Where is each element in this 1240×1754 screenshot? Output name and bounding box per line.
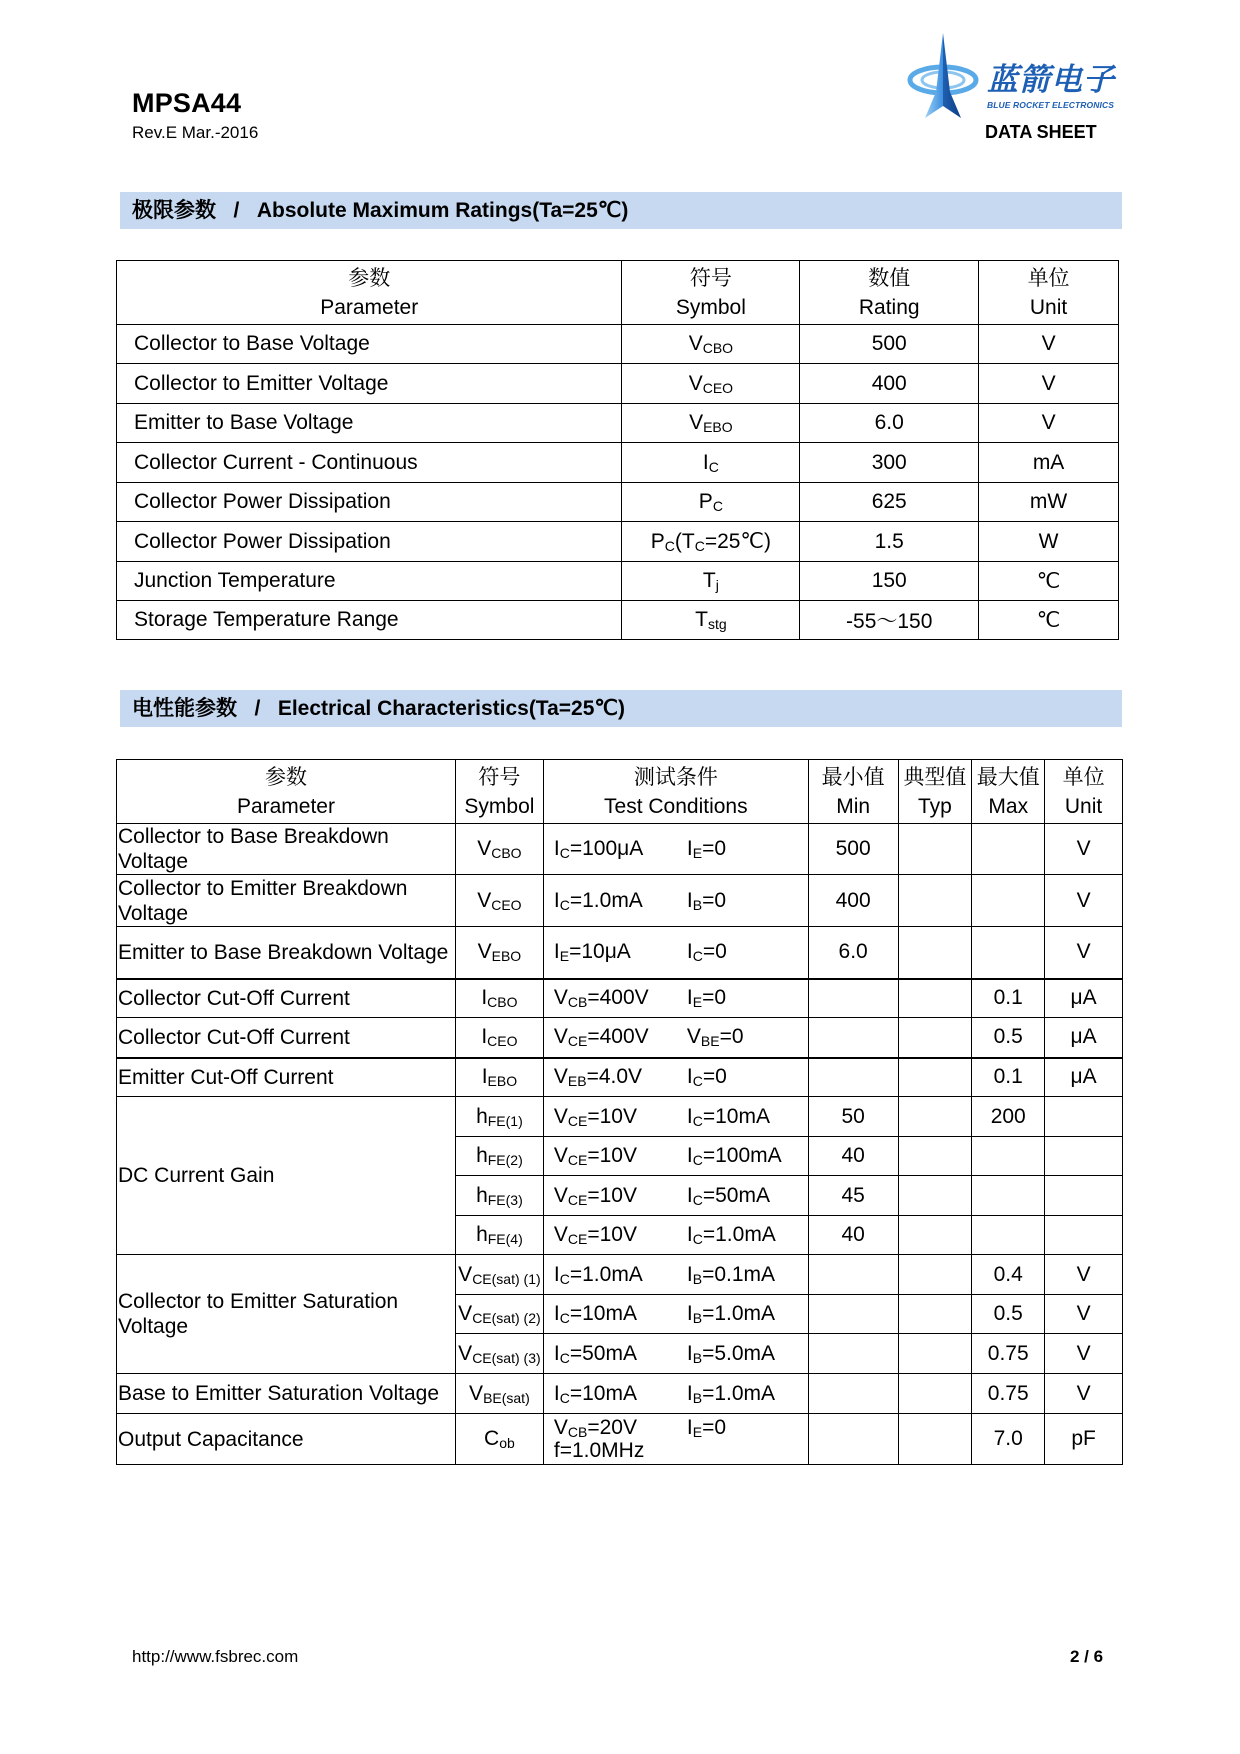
- parameter-cell: Emitter to Base Voltage: [117, 404, 622, 443]
- rating-cell: 300: [800, 443, 979, 483]
- rating-cell: 400: [800, 364, 979, 404]
- condition-cell: $V_{CE}=10V$ $I_C=50mA$: [543, 1176, 808, 1216]
- typ-cell: [898, 1295, 972, 1334]
- table-row: [117, 1374, 1123, 1414]
- parameter-cell: Collector Cut-Off Current: [117, 979, 456, 1018]
- max-cell: 0.1: [972, 979, 1045, 1018]
- typ-cell: [898, 1334, 972, 1374]
- table-header-row: [117, 261, 1119, 325]
- condition-cell: $I_E=10\mu A$ $I_C=0$: [543, 927, 808, 979]
- parameter-cell: Emitter Cut-Off Current: [117, 1058, 456, 1097]
- symbol-cell: $V_{CBO}$: [455, 824, 543, 875]
- parameter-cell: Collector Power Dissipation: [117, 483, 622, 522]
- section-title-absolute-max: 极限参数 / Absolute Maximum Ratings(Ta=25℃): [120, 192, 1122, 229]
- table-row: [117, 927, 1123, 979]
- max-cell: [972, 927, 1045, 979]
- doc-type-label: DATA SHEET: [985, 122, 1097, 142]
- min-cell: 500: [808, 824, 898, 875]
- table-row: [117, 364, 1119, 404]
- rating-cell: 6.0: [800, 404, 979, 443]
- symbol-cell: $h_{FE(1)}$: [455, 1097, 543, 1137]
- header-unit: 单位 Unit: [979, 261, 1119, 325]
- page-number: 2 / 6: [1070, 1647, 1104, 1666]
- condition-cell: $I_C=10mA$ $I_B=1.0mA$: [543, 1374, 808, 1414]
- header-parameter: 参数 Parameter: [117, 261, 622, 325]
- min-cell: [808, 1058, 898, 1097]
- footer-website-link[interactable]: http://www.fsbrec.com: [132, 1647, 299, 1666]
- symbol-cell: $h_{FE(4)}$: [455, 1216, 543, 1255]
- unit-cell: V: [1045, 1295, 1123, 1334]
- symbol-cell: $V_{CE(sat) (3)}$: [455, 1334, 543, 1374]
- typ-cell: [898, 927, 972, 979]
- unit-cell: V: [979, 364, 1119, 404]
- min-cell: [808, 1295, 898, 1334]
- min-cell: 40: [808, 1216, 898, 1255]
- condition-cell: $I_C=50mA$ $I_B=5.0mA$: [543, 1334, 808, 1374]
- symbol-cell: $V_{CBO}$: [622, 325, 800, 364]
- unit-cell: V: [979, 325, 1119, 364]
- parameter-cell: Collector Cut-Off Current: [117, 1018, 456, 1058]
- table-row: [117, 443, 1119, 483]
- symbol-cell: $V_{CE(sat) (1)}$: [455, 1255, 543, 1295]
- typ-cell: [898, 1137, 972, 1176]
- typ-cell: [898, 979, 972, 1018]
- unit-cell: [1045, 1216, 1123, 1255]
- unit-cell: mA: [979, 443, 1119, 483]
- unit-cell: ℃: [979, 601, 1119, 640]
- rating-cell: 625: [800, 483, 979, 522]
- header-parameter: 参数 Parameter: [117, 760, 456, 824]
- min-cell: 50: [808, 1097, 898, 1137]
- parameter-cell: Storage Temperature Range: [117, 601, 622, 640]
- parameter-cell: Collector to Emitter Breakdown Voltage: [117, 875, 456, 927]
- min-cell: [808, 979, 898, 1018]
- unit-cell: mW: [979, 483, 1119, 522]
- parameter-cell: Collector Power Dissipation: [117, 522, 622, 562]
- max-cell: [972, 1137, 1045, 1176]
- parameter-cell: Output Capacitance: [117, 1414, 456, 1465]
- unit-cell: [1045, 1137, 1123, 1176]
- table-row: [117, 1097, 1123, 1137]
- condition-cell: $V_{CE}=10V$ $I_C=1.0mA$: [543, 1216, 808, 1255]
- symbol-cell: $I_C$: [622, 443, 800, 483]
- max-cell: [972, 1216, 1045, 1255]
- parameter-cell: Collector to Emitter Saturation Voltage: [117, 1255, 456, 1374]
- typ-cell: [898, 1374, 972, 1414]
- symbol-cell: $P_C(T_C=25℃)$: [622, 522, 800, 562]
- max-cell: [972, 824, 1045, 875]
- symbol-cell: $I_{CEO}$: [455, 1018, 543, 1058]
- symbol-cell: $V_{CE(sat) (2)}$: [455, 1295, 543, 1334]
- parameter-cell: Collector to Base Breakdown Voltage: [117, 824, 456, 875]
- unit-cell: [1045, 1176, 1123, 1216]
- max-cell: 0.4: [972, 1255, 1045, 1295]
- min-cell: [808, 1255, 898, 1295]
- table-row: [117, 1255, 1123, 1295]
- parameter-cell: Collector Current - Continuous: [117, 443, 622, 483]
- typ-cell: [898, 1097, 972, 1137]
- typ-cell: [898, 1176, 972, 1216]
- symbol-cell: $V_{EBO}$: [622, 404, 800, 443]
- max-cell: [972, 875, 1045, 927]
- table-row: [117, 824, 1123, 875]
- logo-en-name: BLUE ROCKET ELECTRONICS: [987, 100, 1114, 110]
- condition-cell: $V_{EB}=4.0V$ $I_C=0$: [543, 1058, 808, 1097]
- unit-cell: [1045, 1097, 1123, 1137]
- typ-cell: [898, 1414, 972, 1465]
- symbol-cell: $P_C$: [622, 483, 800, 522]
- symbol-cell: $I_{EBO}$: [455, 1058, 543, 1097]
- symbol-cell: $h_{FE(2)}$: [455, 1137, 543, 1176]
- min-cell: 45: [808, 1176, 898, 1216]
- condition-cell: $I_C=1.0mA$ $I_B=0$: [543, 875, 808, 927]
- rating-cell: 500: [800, 325, 979, 364]
- min-cell: [808, 1374, 898, 1414]
- header-symbol: 符号 Symbol: [455, 760, 543, 824]
- min-cell: [808, 1334, 898, 1374]
- parameter-cell: DC Current Gain: [117, 1097, 456, 1255]
- condition-cell: $V_{CB}=400V$ $I_E=0$: [543, 979, 808, 1018]
- table-row: [117, 875, 1123, 927]
- rating-cell: 150: [800, 562, 979, 601]
- unit-cell: W: [979, 522, 1119, 562]
- symbol-cell: $V_{EBO}$: [455, 927, 543, 979]
- symbol-cell: $T_{stg}$: [622, 601, 800, 640]
- unit-cell: V: [1045, 1374, 1123, 1414]
- table-row: [117, 979, 1123, 1018]
- symbol-cell: $h_{FE(3)}$: [455, 1176, 543, 1216]
- typ-cell: [898, 1216, 972, 1255]
- typ-cell: [898, 1018, 972, 1058]
- header-rating: 数值 Rating: [800, 261, 979, 325]
- max-cell: [972, 1176, 1045, 1216]
- unit-cell: V: [1045, 1255, 1123, 1295]
- min-cell: 6.0: [808, 927, 898, 979]
- absolute-max-ratings-table: [116, 260, 1119, 640]
- unit-cell: μA: [1045, 1058, 1123, 1097]
- unit-cell: ℃: [979, 562, 1119, 601]
- min-cell: 400: [808, 875, 898, 927]
- unit-cell: V: [1045, 1334, 1123, 1374]
- min-cell: 40: [808, 1137, 898, 1176]
- table-row: [117, 562, 1119, 601]
- unit-cell: V: [1045, 875, 1123, 927]
- header-symbol: 符号 Symbol: [622, 261, 800, 325]
- logo-cn-name: 蓝箭电子: [987, 62, 1115, 97]
- max-cell: 200: [972, 1097, 1045, 1137]
- revision: Rev.E Mar.-2016: [132, 123, 259, 142]
- max-cell: 0.75: [972, 1334, 1045, 1374]
- table-row: [117, 1058, 1123, 1097]
- table-row: [117, 1018, 1123, 1058]
- condition-cell: $I_C=1.0mA$ $I_B=0.1mA$: [543, 1255, 808, 1295]
- max-cell: 0.5: [972, 1018, 1045, 1058]
- section-title-electrical: 电性能参数 / Electrical Characteristics(Ta=25℃): [120, 690, 1122, 727]
- unit-cell: V: [1045, 824, 1123, 875]
- unit-cell: μA: [1045, 979, 1123, 1018]
- table-header-row: [117, 760, 1123, 824]
- condition-cell: $V_{CE}=400V$ $V_{BE}=0$: [543, 1018, 808, 1058]
- min-cell: [808, 1018, 898, 1058]
- symbol-cell: $T_j$: [622, 562, 800, 601]
- unit-cell: V: [1045, 927, 1123, 979]
- max-cell: 0.5: [972, 1295, 1045, 1334]
- header-max: 最大值 Max: [972, 760, 1045, 824]
- symbol-cell: $V_{CEO}$: [455, 875, 543, 927]
- header-test-conditions: 测试条件 Test Conditions: [543, 760, 808, 824]
- typ-cell: [898, 1058, 972, 1097]
- table-row: [117, 1414, 1123, 1465]
- typ-cell: [898, 824, 972, 875]
- symbol-cell: $C_{ob}$: [455, 1414, 543, 1465]
- header-min: 最小值 Min: [808, 760, 898, 824]
- unit-cell: μA: [1045, 1018, 1123, 1058]
- condition-cell: $V_{CE}=10V$ $I_C=10mA$: [543, 1097, 808, 1137]
- min-cell: [808, 1414, 898, 1465]
- parameter-cell: Collector to Emitter Voltage: [117, 364, 622, 404]
- unit-cell: V: [979, 404, 1119, 443]
- max-cell: 0.75: [972, 1374, 1045, 1414]
- max-cell: 7.0: [972, 1414, 1045, 1465]
- header-unit: 单位 Unit: [1045, 760, 1123, 824]
- table-row: [117, 404, 1119, 443]
- max-cell: 0.1: [972, 1058, 1045, 1097]
- table-row: [117, 522, 1119, 562]
- condition-cell: $I_C=10mA$ $I_B=1.0mA$: [543, 1295, 808, 1334]
- condition-cell: $V_{CB}=20V$ $I_E=0$ f=1.0MHz: [543, 1414, 808, 1465]
- table-row: [117, 325, 1119, 364]
- symbol-cell: $V_{CEO}$: [622, 364, 800, 404]
- rocket-star-logo-icon: [905, 30, 985, 125]
- parameter-cell: Collector to Base Voltage: [117, 325, 622, 364]
- condition-cell: $V_{CE}=10V$ $I_C=100mA$: [543, 1137, 808, 1176]
- parameter-cell: Emitter to Base Breakdown Voltage: [117, 927, 456, 979]
- parameter-cell: Base to Emitter Saturation Voltage: [117, 1374, 456, 1414]
- typ-cell: [898, 875, 972, 927]
- company-logo: [905, 30, 1125, 125]
- header-typ: 典型值 Typ: [898, 760, 972, 824]
- symbol-cell: $I_{CBO}$: [455, 979, 543, 1018]
- rating-cell: 1.5: [800, 522, 979, 562]
- unit-cell: pF: [1045, 1414, 1123, 1465]
- electrical-characteristics-table: [116, 759, 1123, 1465]
- condition-cell: $I_C=100\mu A$ $I_E=0$: [543, 824, 808, 875]
- table-row: [117, 483, 1119, 522]
- rating-cell: -55～150: [800, 601, 979, 640]
- table-row: [117, 601, 1119, 640]
- symbol-cell: $V_{BE(sat)}$: [455, 1374, 543, 1414]
- parameter-cell: Junction Temperature: [117, 562, 622, 601]
- part-number: MPSA44: [132, 88, 242, 118]
- typ-cell: [898, 1255, 972, 1295]
